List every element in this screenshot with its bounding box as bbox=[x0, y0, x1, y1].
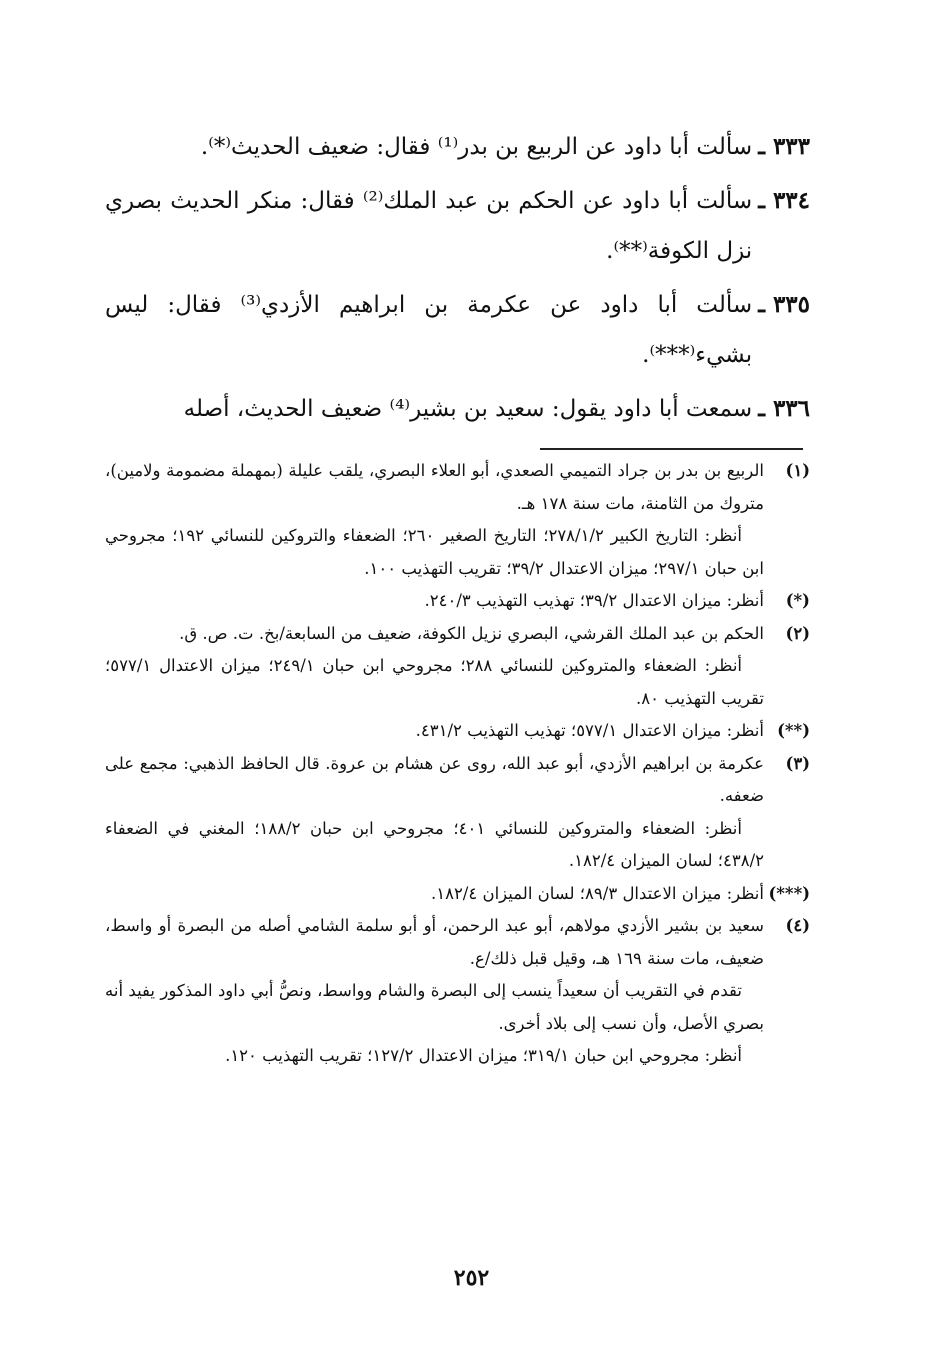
footnote-star-2 bbox=[105, 715, 810, 748]
footnote-paragraph: الحكم بن عبد الملك القرشي، البصري نزيل الكوفة، ضعيف من السابعة/بخ. ت. ص. ق. bbox=[179, 623, 764, 643]
entry-text: سألت أبا داود عن عكرمة بن ابراهيم الأزدي⁽³⁾ فقال: ليس بشيء⁽***⁾. bbox=[105, 292, 753, 368]
entry-335 bbox=[105, 280, 810, 380]
footnote-mark: (***) bbox=[768, 883, 810, 903]
entry-number: ٣٣٥ ـ bbox=[758, 291, 810, 318]
footnote-paragraph: أنظر: الضعفاء والمتروكين للنسائي ٤٠١؛ مجروحي ابن حبان ١٨٨/٢؛ المغني في الضعفاء ٤٣٨/٢؛ لسان الميزان ١٨٢/٤. bbox=[105, 818, 764, 870]
footnote-3 bbox=[105, 748, 810, 878]
footnote-body bbox=[105, 618, 764, 716]
footnote-paragraph: عكرمة بن ابراهيم الأزدي، أبو عبد الله، روى عن هشام بن عروة. قال الحافظ الذهبي: مجمع على ضعفه. bbox=[105, 753, 764, 805]
footnote-paragraph: الربيع بن بدر بن جراد التميمي الصعدي، أبو العلاء البصري، يلقب عليلة (بمهملة مضمومة ولامين)، متروك من الثامنة، مات سنة ١٧٨ هـ. bbox=[105, 461, 764, 513]
footnote-paragraph: أنظر: التاريخ الكبير ٢٧٨/١/٢؛ التاريخ الصغير ٢٦٠؛ الضعفاء والتروكين للنسائي ١٩٢؛ مجروحي ابن حبان ٢٩٧/١؛ ميزان الاعتدال ٣٩/٢؛ تقريب التهذيب ١٠٠. bbox=[105, 526, 764, 578]
footnote-mark: (*) bbox=[785, 591, 810, 610]
entry-text: سألت أبا داود عن الحكم بن عبد الملك⁽²⁾ فقال: منكر الحديث بصري نزل الكوفة⁽**⁾. bbox=[105, 188, 753, 264]
footnote-star-3 bbox=[105, 878, 810, 911]
entry-number: ٣٣٣ ـ bbox=[758, 133, 810, 160]
footnote-divider bbox=[540, 448, 803, 450]
main-text bbox=[105, 122, 810, 438]
footnote-paragraph: أنظر: ميزان الاعتدال ٥٧٧/١؛ تهذيب التهذيب ٤٣١/٢. bbox=[415, 721, 764, 740]
footnote-star-1 bbox=[105, 585, 810, 618]
page-number: ٢٥٢ bbox=[453, 1265, 490, 1291]
entry-336 bbox=[105, 384, 810, 434]
footnote-paragraph: أنظر: ميزان الاعتدال ٣٩/٢؛ تهذيب التهذيب ٢٤٠/٣. bbox=[424, 591, 764, 610]
footnote-4 bbox=[105, 910, 810, 1073]
footnote-mark: (٢) bbox=[785, 623, 810, 643]
entry-text: سمعت أبا داود يقول: سعيد بن بشير⁽⁴⁾ ضعيف الحديث، أصله bbox=[183, 396, 753, 422]
entry-text: سألت أبا داود عن الربيع بن بدر⁽¹⁾ فقال: ضعيف الحديث⁽*⁾. bbox=[200, 134, 753, 160]
footnote-mark: (١) bbox=[785, 461, 810, 480]
footnote-2 bbox=[105, 618, 810, 716]
footnote-paragraph: سعيد بن بشير الأزدي مولاهم، أبو عبد الرحمن، أو أبو سلمة الشامي أصله من البصرة أو واسط، ضعيف، مات سنة ١٦٩ هـ، وقيل قبل ذلك/ع. bbox=[105, 916, 764, 968]
entry-number: ٣٣٤ ـ bbox=[758, 187, 810, 214]
footnote-1 bbox=[105, 455, 810, 585]
footnote-body bbox=[105, 715, 764, 748]
footnote-mark: (٣) bbox=[785, 753, 810, 773]
footnote-paragraph: أنظر: ميزان الاعتدال ٨٩/٣؛ لسان الميزان ١٨٢/٤. bbox=[430, 883, 764, 903]
entry-number: ٣٣٦ ـ bbox=[758, 395, 810, 422]
entry-333 bbox=[105, 122, 810, 172]
footnote-body bbox=[105, 455, 764, 585]
footnote-mark: (٤) bbox=[785, 916, 810, 935]
footnote-paragraph: تقدم في التقريب أن سعيداً ينسب إلى البصرة والشام وواسط، ونصُّ أبي داود المذكور يفيد أنه بصري الأصل، وأن نسب إلى بلاد أخرى. bbox=[105, 981, 764, 1033]
footnote-paragraph: أنظر: الضعفاء والمتروكين للنسائي ٢٨٨؛ مجروحي ابن حبان ٢٤٩/١؛ ميزان الاعتدال ٥٧٧/١؛ تقريب التهذيب ٨٠. bbox=[105, 656, 764, 708]
footnote-body bbox=[105, 748, 764, 878]
footnotes bbox=[105, 455, 810, 1073]
footnote-body bbox=[105, 910, 764, 1073]
footnote-body bbox=[105, 585, 764, 618]
footnote-body bbox=[105, 878, 764, 911]
footnote-mark: (**) bbox=[777, 721, 810, 740]
entry-334 bbox=[105, 176, 810, 276]
footnote-paragraph: أنظر: مجروحي ابن حبان ٣١٩/١؛ ميزان الاعتدال ١٢٧/٢؛ تقريب التهذيب ١٢٠. bbox=[225, 1046, 742, 1065]
